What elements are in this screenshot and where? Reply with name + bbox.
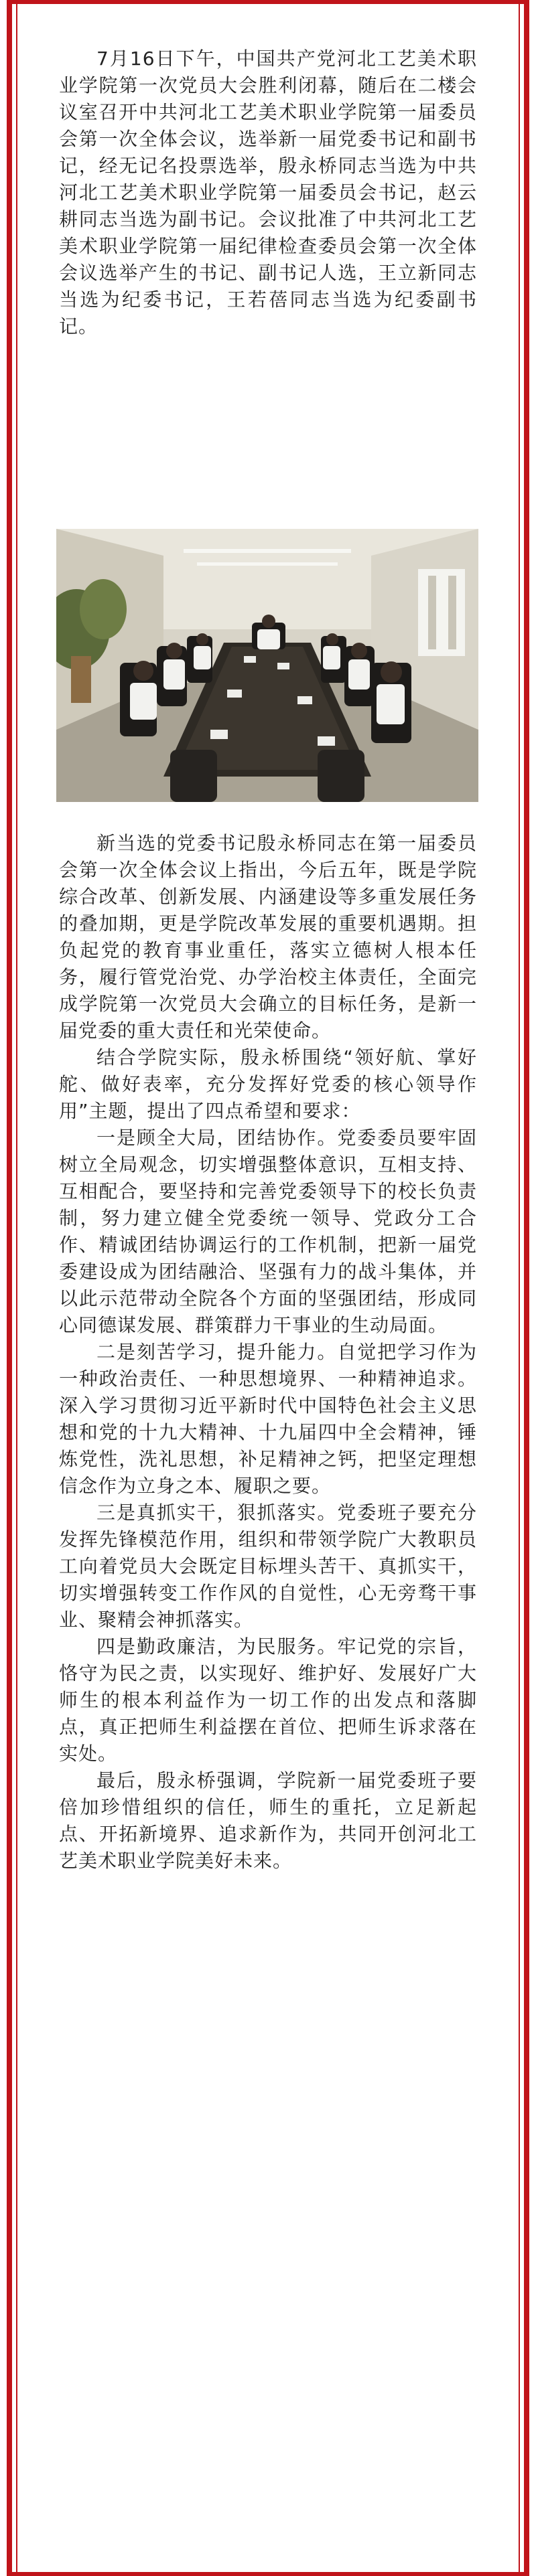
article-body <box>59 830 477 1874</box>
paragraph-conclusion: 最后，殷永桥强调，学院新一届党委班子要倍加珍惜组织的信任，师生的重托，立足新起点、开拓新境界、追求新作为，共同开创河北工艺美术职业学院美好未来。 <box>59 1769 477 1872</box>
paragraph-secretary-remarks: 新当选的党委书记殷永桥同志在第一届委员会第一次全体会议上指出，今后五年，既是学院综合改革、创新发展、内涵建设等多重发展任务的叠加期，更是学院改革发展的重要机遇期。担负起党的教育事业重任，落实立德树人根本任务，履行管党治党、办学治校主体责任，全面完成学院第一次党员大会确立的目标任务，是新一届党委的重大责任和光荣使命。 <box>59 832 477 1042</box>
border-bottom <box>7 2572 529 2576</box>
article-intro <box>59 46 477 340</box>
paragraph-point-4: 四是勤政廉洁，为民服务。牢记党的宗旨，恪守为民之责，以实现好、维护好、发展好广大师生的根本利益作为一切工作的出发点和落脚点，真正把师生利益摆在首位、把师生诉求落在实处。 <box>59 1635 477 1765</box>
paragraph-point-3: 三是真抓实干，狠抓落实。党委班子要充分发挥先锋模范作用，组织和带领学院广大教职员工向着党员大会既定目标埋头苦干、真抓实干，切实增强转变工作作风的自觉性，心无旁骛干事业、聚精会神抓落实。 <box>59 1502 477 1631</box>
paragraph-election-result: 7月16日下午，中国共产党河北工艺美术职业学院第一次党员大会胜利闭幕，随后在二楼会议室召开中共河北工艺美术职业学院第一届委员会第一次全体会议，选举新一届党委书记和副书记，经无记名投票选举，殷永桥同志当选为中共河北工艺美术职业学院第一届委员会书记，赵云耕同志当选为副书记。会议批准了中共河北工艺美术职业学院第一届纪律检查委员会第一次全体会议选举产生的书记、副书记人选，王立新同志当选为纪委书记，王若蓓同志当选为纪委副书记。 <box>59 48 477 337</box>
paragraph-theme: 结合学院实际，殷永桥围绕“领好航、掌好舵、做好表率，充分发挥好党委的核心领导作用”主题，提出了四点希望和要求： <box>59 1046 477 1122</box>
meeting-photo <box>56 529 478 802</box>
paragraph-point-2: 二是刻苦学习，提升能力。自觉把学习作为一种政治责任、一种思想境界、一种精神追求。深入学习贯彻习近平新时代中国特色社会主义思想和党的十九大精神、十九届四中全会精神，锤炼党性，洗礼思想，补足精神之钙，把坚定理想信念作为立身之本、履职之要。 <box>59 1341 477 1497</box>
paragraph-point-1: 一是顾全大局，团结协作。党委委员要牢固树立全局观念，切实增强整体意识，互相支持、互相配合，要坚持和完善党委领导下的校长负责制，努力建立健全党委统一领导、党政分工合作、精诚团结协调运行的工作机制，把新一届党委建设成为团结融洽、坚强有力的战斗集体，并以此示范带动全院各个方面的坚强团结，形成同心同德谋发展、群策群力干事业的生动局面。 <box>59 1127 477 1336</box>
